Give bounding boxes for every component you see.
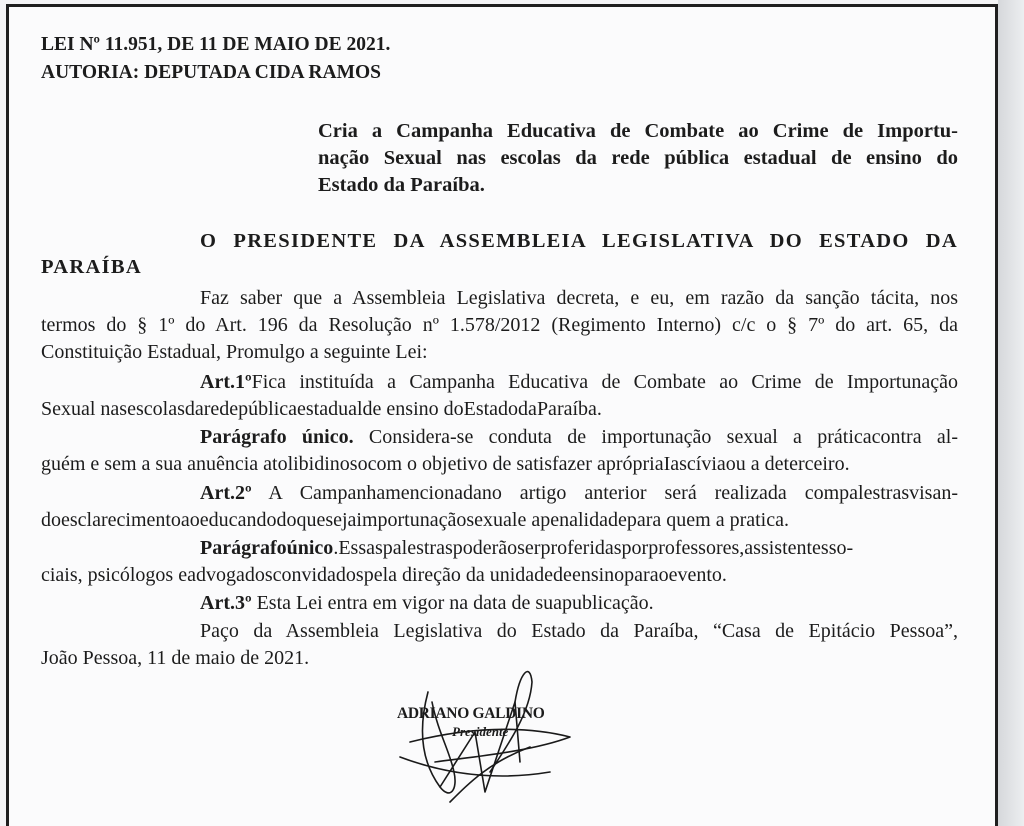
paragraph-1-label: Parágrafo único.: [200, 426, 354, 448]
summary-line-1: Cria a Campanha Educativa de Combate ao Crime de Importu-: [318, 120, 958, 142]
enactment-text-line-2: termos do § 1º do Art. 196 da Resolução nº 1.578/2012 (Regimento Interno) c/c o § 7º do art. 65, da: [41, 314, 958, 336]
closing-line-1: Paço da Assembleia Legislativa do Estado da Paraíba, “Casa de Epitácio Pessoa”,: [200, 620, 958, 642]
paragraph-1-line-1: [200, 425, 958, 449]
enactment-text-line-3: Constituição Estadual, Promulgo a seguinte Lei:: [41, 341, 428, 363]
paragraph-2-text: .Essaspalestraspoderãoserproferidasporprofessores,assistentesso-: [333, 537, 854, 559]
summary-line-2: nação Sexual nas escolas da rede pública estadual de ensino do: [318, 147, 958, 169]
signatory-role: Presidente: [452, 724, 509, 739]
enactment-text-line-1: Faz saber que a Assembleia Legislativa decreta, e eu, em razão da sanção tácita, nos: [200, 287, 958, 309]
article-1-label: Art.1º: [200, 371, 252, 393]
article-3-text: Esta Lei entra em vigor na data de suapublicação.: [251, 592, 654, 614]
article-3-line-1: [200, 591, 654, 615]
article-1-line-1: [200, 370, 958, 394]
enactment-heading-line-1: O PRESIDENTE DA ASSEMBLEIA LEGISLATIVA DO ESTADO DA: [200, 230, 958, 252]
paragraph-2-line-2: ciais, psicólogos eadvogadosconvidadospela direção da unidadedeensinoparaoevento.: [41, 564, 727, 586]
article-3-label: Art.3º: [200, 592, 252, 614]
paragraph-2-line-1: [200, 536, 958, 560]
summary-line-3: Estado da Paraíba.: [318, 174, 485, 196]
signature-stroke-5: [400, 757, 550, 776]
law-number: LEI Nº 11.951, DE 11 DE MAIO DE 2021.: [41, 34, 391, 55]
page-edge-shadow: [998, 0, 1024, 826]
article-1-text: Fica instituída a Campanha Educativa de Combate ao Crime de Importunação: [251, 371, 958, 393]
enactment-heading-line-2: PARAÍBA: [41, 256, 142, 278]
law-authorship: AUTORIA: DEPUTADA CIDA RAMOS: [41, 62, 382, 83]
article-2-label: Art.2º: [200, 482, 252, 504]
article-2-line-1: [200, 481, 958, 505]
article-2-text: A Campanhamencionadano artigo anterior será realizada compalestrasvisan-: [251, 482, 958, 504]
article-1-line-2: Sexual nasescolasdaredepúblicaestadualde ensino doEstadodaParaíba.: [41, 398, 602, 420]
paragraph-1-line-2: guém e sem a sua anuência atolibidinosocom o objetivo de satisfazer aprópriaIascíviaou a deterceiro.: [41, 453, 850, 475]
paragraph-2-label: Parágrafoúnico: [200, 537, 334, 559]
article-2-line-2: doesclarecimentoaoeducandodoquesejaimportunaçãosexuale apenalidadepara quem a pratica.: [41, 509, 789, 531]
signatory-name: ADRIANO GALDINO: [397, 705, 545, 722]
closing-line-2: João Pessoa, 11 de maio de 2021.: [41, 647, 310, 669]
paragraph-1-text: Considera-se conduta de importunação sexual a práticacontra al-: [353, 426, 958, 448]
